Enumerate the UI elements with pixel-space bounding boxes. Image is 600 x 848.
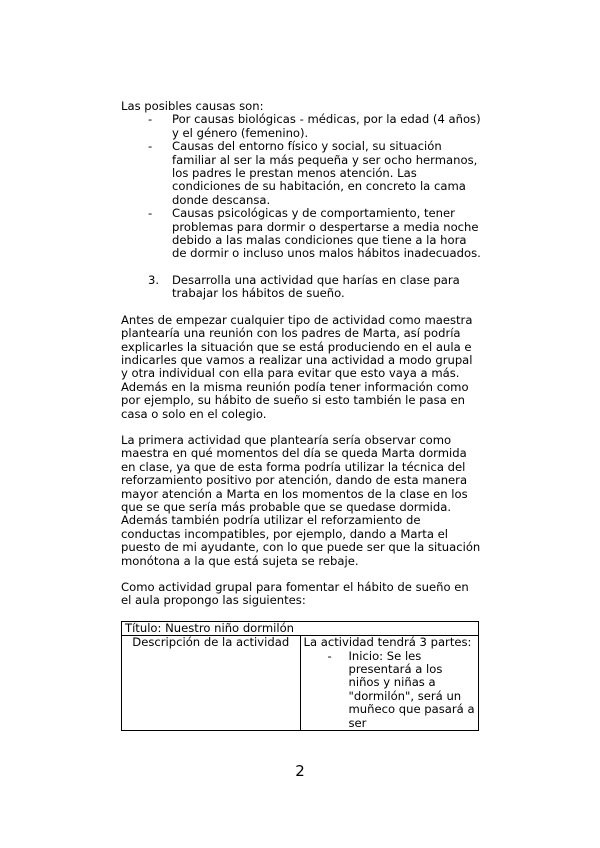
table-row	[122, 621, 479, 635]
item-text: Desarrolla una actividad que harías en clase para trabajar los hábitos de sueño.	[172, 272, 460, 301]
bullet-dash: -	[148, 112, 153, 127]
description-content-cell	[300, 636, 479, 731]
paragraph-first-activity: La primera actividad que plantearía sería observar como maestra en qué momentos del día se queda Marta dormida en clase, ya que de esta forma podría utilizar la técnica del reforzamiento positivo por atención, dando de esta manera mayor atención a Marta en los momentos de la clase en los que se que sería más probable que se quedase dormida. Además también podría utilizar el reforzamiento de conductas incompatibles, por ejemplo, dando a Marta el puesto de mi ayudante, con lo que puede ser que la situación monótona a la que está sujeta se rebaje.	[121, 432, 481, 568]
list-item	[121, 140, 481, 207]
parts-intro: La actividad tendrá 3 partes:	[303, 635, 472, 650]
page-content	[121, 100, 481, 731]
list-item	[121, 207, 481, 261]
list-item	[304, 650, 476, 730]
causes-list	[121, 113, 481, 260]
list-item	[121, 113, 481, 140]
cause-text: Causas psicológicas y de comportamiento, tener problemas para dormir o despertarse a media noche debido a las malas condiciones que tiene a la hora de dormir o incluso unos malos hábitos inadecuados.	[172, 206, 481, 261]
description-label-cell: Descripción de la actividad	[122, 636, 301, 731]
table-row	[122, 636, 479, 731]
bullet-dash: -	[327, 648, 332, 663]
bullet-dash: -	[148, 139, 153, 154]
bullet-dash: -	[148, 206, 153, 221]
table-title-cell: Título: Nuestro niño dormilón	[122, 621, 479, 635]
paragraph-group-activity: Como actividad grupal para fomentar el hábito de sueño en el aula propongo las siguientes:	[121, 580, 469, 608]
cause-text: Por causas biológicas - médicas, por la edad (4 años) y el género (femenino).	[172, 112, 481, 140]
page-number: 2	[295, 762, 305, 780]
paragraph-meeting: Antes de empezar cualquier tipo de actividad como maestra plantearía una reunión con los padres de Marta, así podría explicarles la situación que se está produciendo en el aula e indicarles que vamos a realizar una actividad a modo grupal y otra individual con ella para evitar que esto vaya a más. Además en la misma reunión podía tener información como por ejemplo, su hábito de sueño si esto también le pasa en casa o solo en el colegio.	[121, 312, 473, 421]
numbered-item-3	[121, 274, 481, 301]
part-text: Inicio: Se les presentará a los niños y niñas a "dormilón", será un muñeco que pasará a ser	[348, 648, 475, 730]
item-number: 3.	[148, 272, 160, 287]
causes-intro: Las posibles causas son:	[121, 99, 264, 113]
activity-table	[121, 621, 479, 731]
cause-text: Causas del entorno físico y social, su situación familiar al ser la más pequeña y ser ocho hermanos, los padres le prestan menos atención. Las condiciones de su habitación, en concreto la cama donde descansa.	[172, 139, 478, 207]
